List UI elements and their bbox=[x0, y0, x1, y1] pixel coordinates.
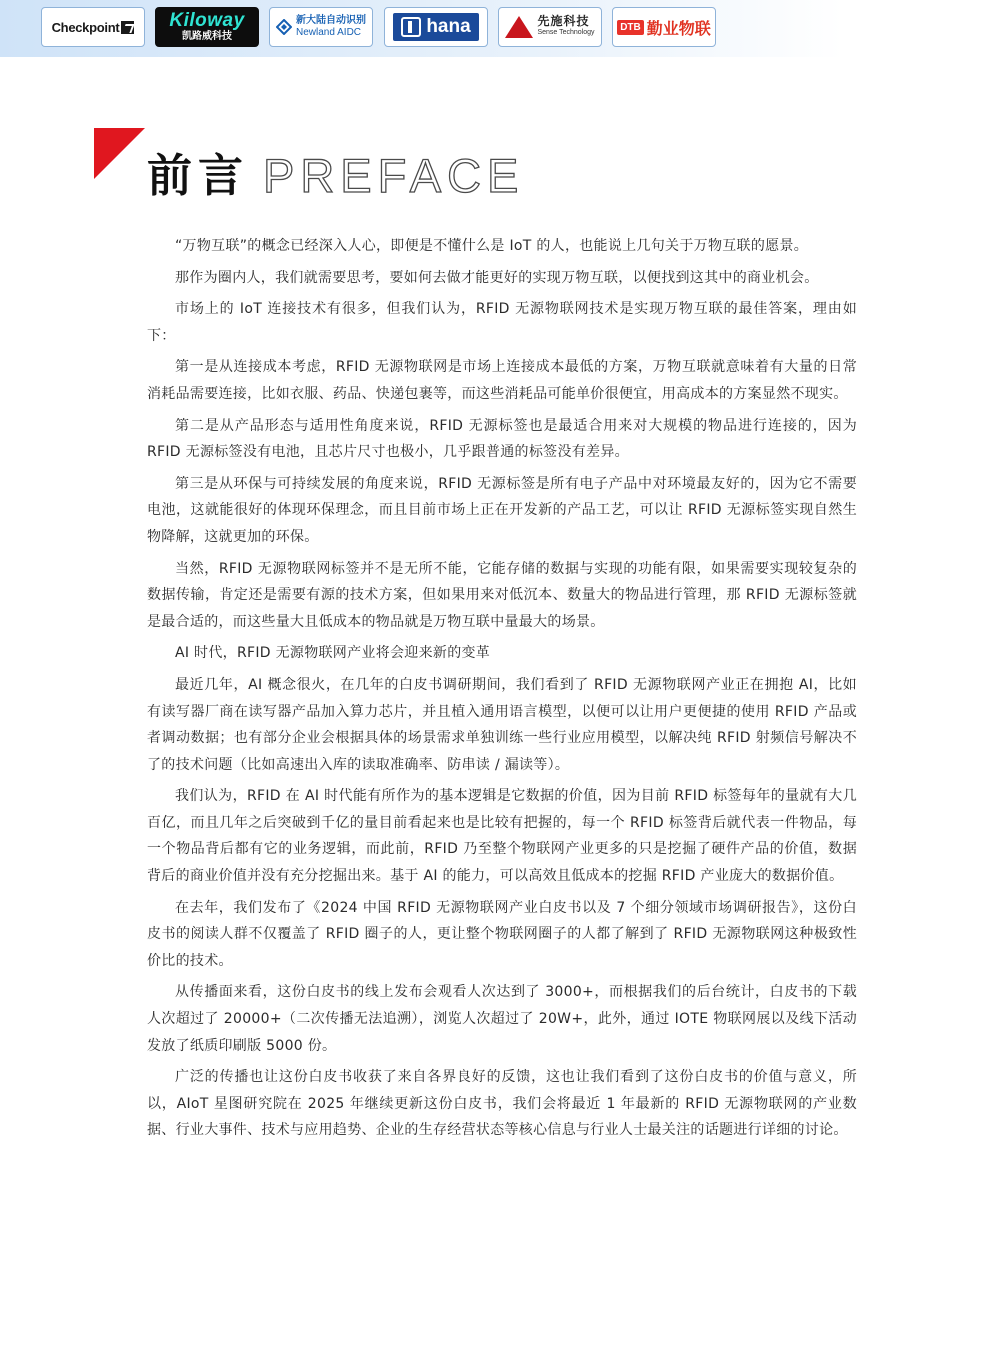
page-title-en: PREFACE bbox=[263, 149, 525, 202]
newland-logo-subtext: Newland AIDC bbox=[296, 27, 362, 38]
paragraph: 最近几年，AI 概念很火，在几年的白皮书调研期间，我们看到了 RFID 无源物联网产业正在拥抱 AI，比如有读写器厂商在读写器产品加入算力芯片，并且植入通用语言模型，以便可以让用户更便捷的使用 RFID 产品或者调动数据；也有部分企业会根据具体的场景需求单独训练一些行业应用模型，以解决纯 RFID 射频信号解决不了的技术问题（比如高速出入库的读取准确率、防串读 / 漏读等）。 bbox=[147, 676, 857, 773]
newland-mark-icon bbox=[276, 19, 292, 35]
newland-logo-text: 新大陆自动识别 bbox=[296, 15, 366, 26]
kiloway-logo-subtext: 凯路威科技 bbox=[182, 31, 232, 42]
paragraph: 从传播面来看，这份白皮书的线上发布会观看人次达到了 3000+，而根据我们的后台统计，白皮书的下载人次超过了 20000+（二次传播无法追溯），浏览人次超过了 20W+，此外，通过 IOTE 物联网展以及线下活动发放了纸质印刷版 5000 份。 bbox=[147, 984, 857, 1054]
paragraph: 第二是从产品形态与适用性角度来说，RFID 无源标签也是最适合用来对大规模的物品进行连接的，因为 RFID 无源标签没有电池，且芯片尺寸也极小，几乎跟普通的标签没有差异。 bbox=[147, 417, 857, 461]
paragraph: “万物互联”的概念已经深入人心，即便是不懂什么是 IoT 的人，也能说上几句关于万物互联的愿景。 bbox=[175, 238, 809, 254]
paragraph: 市场上的 IoT 连接技术有很多，但我们认为，RFID 无源物联网技术是实现万物互联的最佳答案，理由如下： bbox=[147, 301, 857, 344]
paragraph: 在去年，我们发布了《2024 中国 RFID 无源物联网产业白皮书以及 7 个细分领域市场调研报告》，这份白皮书的阅读人群不仅覆盖了 RFID 圈子的人，更让整个物联网圈子的人都了解到了 RFID 无源物联网这种极致性价比的技术。 bbox=[147, 899, 857, 969]
paragraph: 第一是从连接成本考虑，RFID 无源物联网是市场上连接成本最低的方案，万物互联就意味着有大量的日常消耗品需要连接，比如衣服、药品、快递包裹等，而这些消耗品可能单价很便宜，用高成本的方案显然不现实。 bbox=[147, 359, 857, 402]
sense-logo bbox=[498, 7, 602, 47]
preface-body bbox=[147, 233, 857, 1149]
hana-logo-text: hana bbox=[426, 16, 471, 37]
page-title bbox=[147, 140, 524, 206]
checkpoint-logo-text: Checkpoint bbox=[51, 19, 120, 35]
red-corner-triangle-icon bbox=[94, 128, 145, 179]
qinye-logo bbox=[612, 7, 716, 47]
sense-triangle-icon bbox=[505, 16, 533, 38]
page-title-cn: 前言 bbox=[147, 149, 250, 202]
hana-mark-icon bbox=[401, 17, 421, 37]
sense-logo-text: 先施科技 bbox=[537, 14, 590, 28]
kiloway-logo bbox=[155, 7, 259, 47]
paragraph: 广泛的传播也让这份白皮书收获了来自各界良好的反馈，这也让我们看到了这份白皮书的价值与意义，所以，AIoT 星图研究院在 2025 年继续更新这份白皮书，我们会将最近 1 年最新的 RFID 无源物联网的产业数据、行业大事件、技术与应用趋势、企业的生存经营状态等核心信息与行业人士最关注的话题进行详细的讨论。 bbox=[147, 1069, 857, 1139]
hana-logo bbox=[384, 7, 488, 47]
paragraph: 当然，RFID 无源物联网标签并不是无所不能，它能存储的数据与实现的功能有限，如果需要实现较复杂的数据传输，肯定还是需要有源的技术方案，但如果用来对低沉本、数量大的物品进行管理，那 RFID 无源标签就是最合适的，而这些量大且低成本的物品就是万物互联中量最大的场景。 bbox=[147, 560, 857, 630]
paragraph: 那作为圈内人，我们就需要思考，要如何去做才能更好的实现万物互联，以便找到这其中的商业机会。 bbox=[175, 269, 819, 286]
checkpoint-mark-icon bbox=[121, 21, 134, 34]
kiloway-logo-text: Kiloway bbox=[169, 10, 245, 31]
sponsor-logo-strip bbox=[0, 0, 992, 57]
newland-logo bbox=[269, 7, 373, 47]
paragraph: 第三是从环保与可持续发展的角度来说，RFID 无源标签是所有电子产品中对环境最友好的，因为它不需要电池，这就能很好的体现环保理念，而且目前市场上正在开发新的产品工艺，可以让 RFID 无源标签实现自然生物降解，这就更加的环保。 bbox=[147, 475, 857, 545]
checkpoint-logo bbox=[41, 7, 145, 47]
section-subheading: AI 时代，RFID 无源物联网产业将会迎来新的变革 bbox=[175, 645, 491, 662]
dtb-badge: DTB bbox=[617, 20, 644, 35]
paragraph: 我们认为，RFID 在 AI 时代能有所作为的基本逻辑是它数据的价值，因为目前 RFID 标签每年的量就有大几百亿，而且几年之后突破到千亿的量目前看起来也是比较有把握的，每一个 RFID 标签背后就代表一件物品，每一个物品背后都有它的业务逻辑，而此前，RFID 乃至整个物联网产业更多的只是挖掘了硬件产品的价值，数据背后的商业价值并没有充分挖掘出来。基于 AI 的能力，可以高效且低成本的挖掘 RFID 产业庞大的数据价值。 bbox=[147, 788, 857, 885]
qinye-logo-text: 勤业物联 bbox=[646, 18, 711, 38]
sense-logo-subtext: Sense Technology bbox=[537, 29, 595, 36]
